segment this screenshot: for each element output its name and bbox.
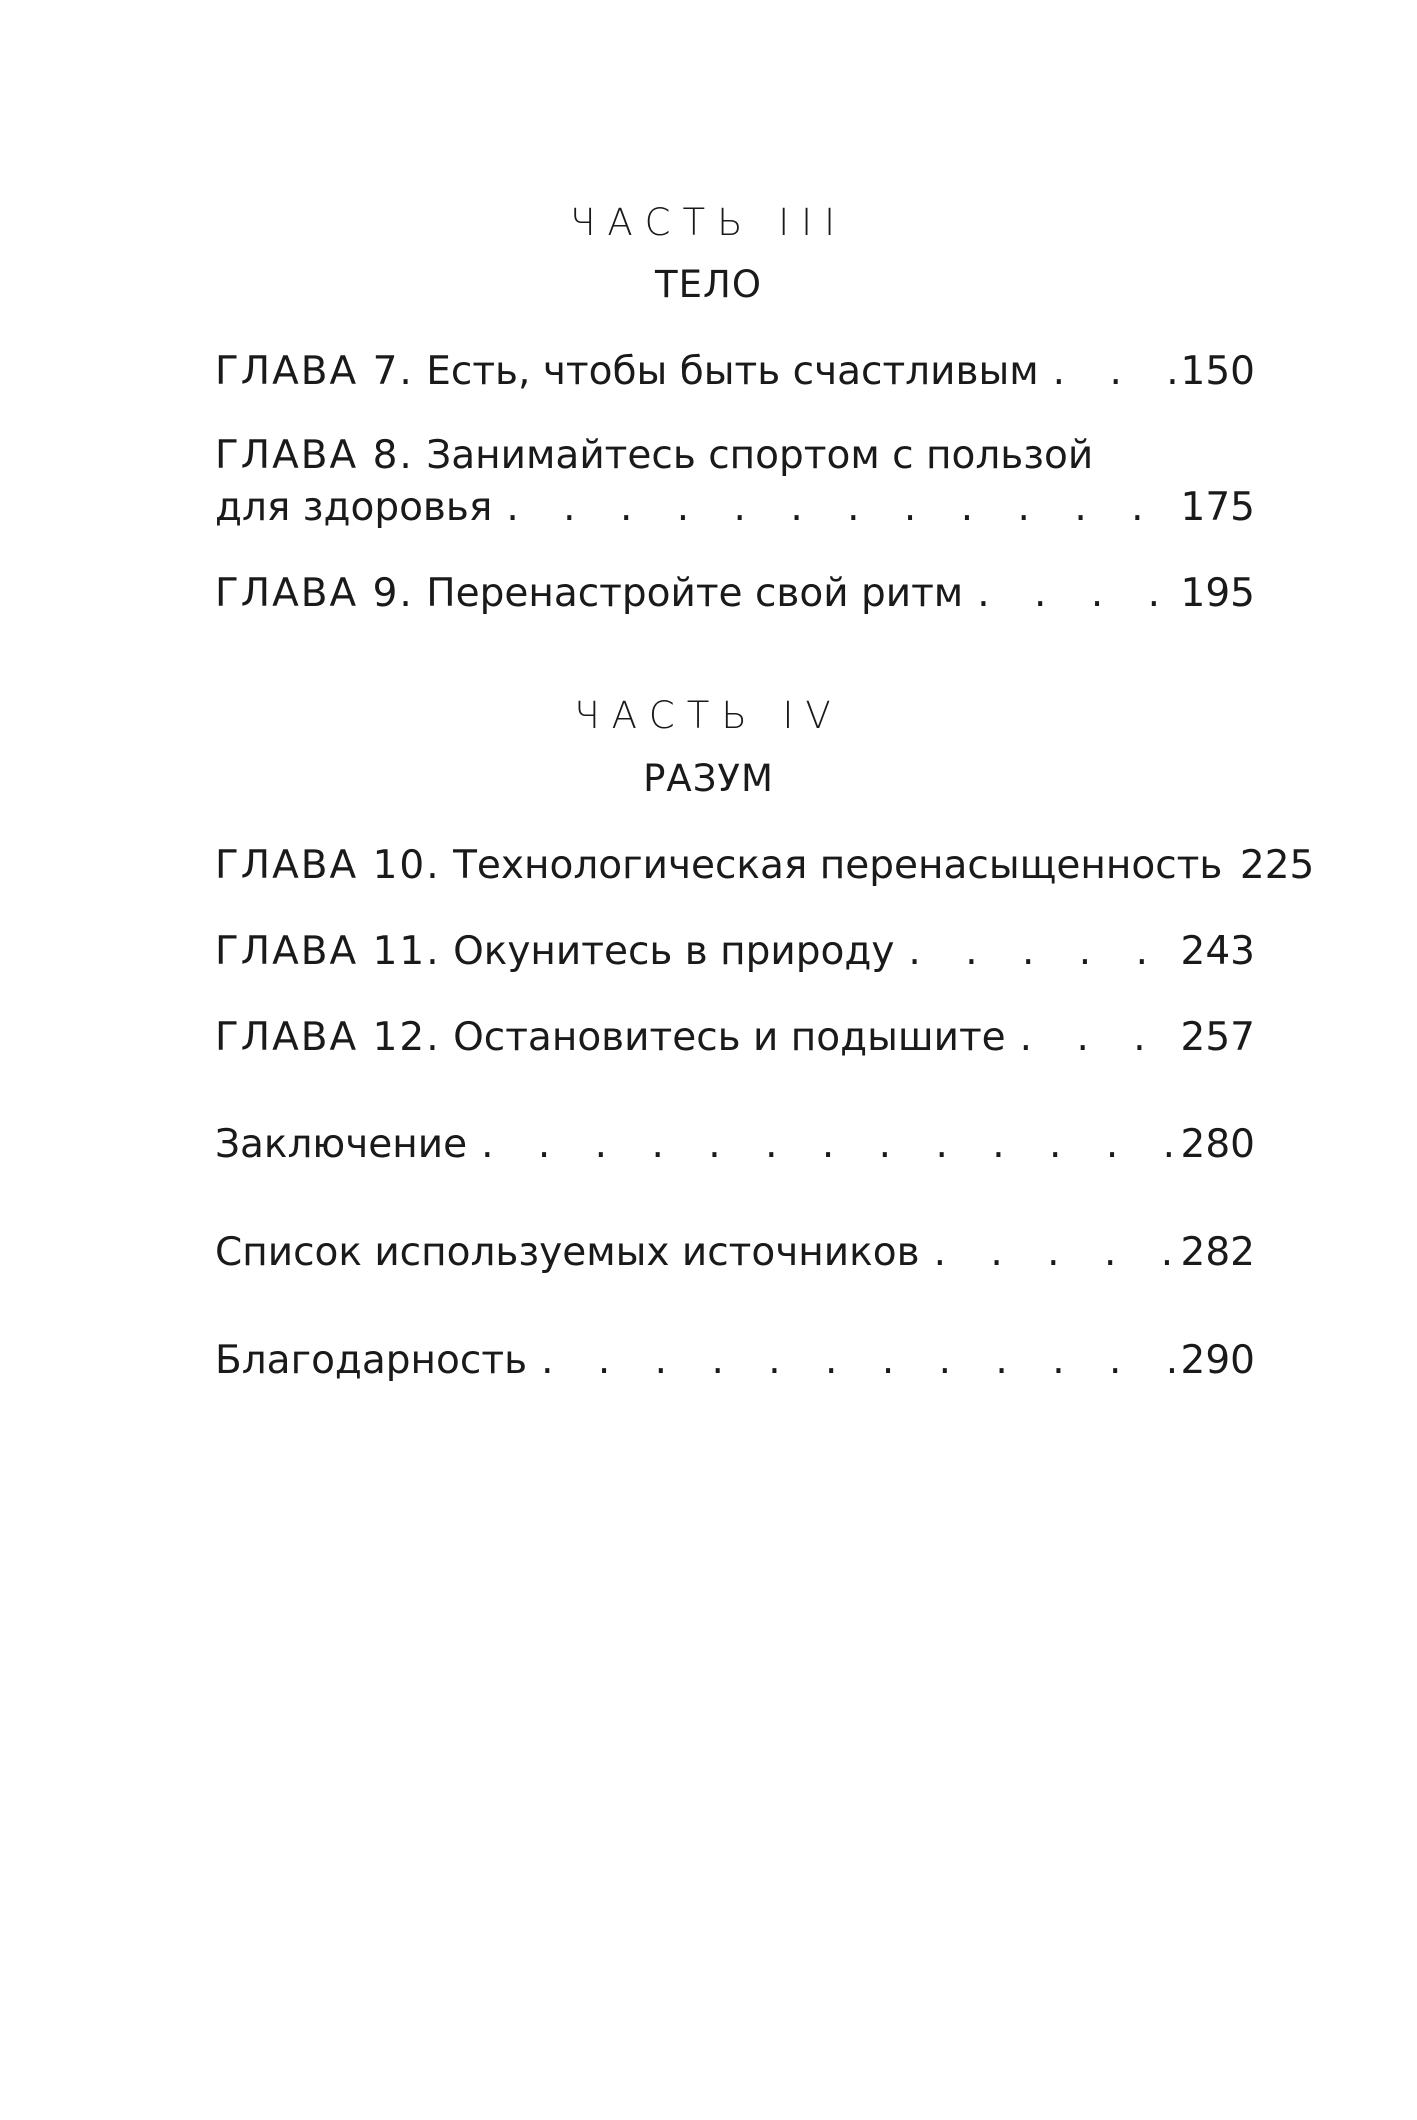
- page-number: 257: [1180, 1015, 1255, 1060]
- dot-leader: [920, 1227, 1177, 1279]
- page-number: 175: [1180, 485, 1255, 530]
- dot-leader: [527, 1335, 1177, 1387]
- toc-entry-chapter-10[interactable]: [215, 840, 1315, 892]
- page-number: 290: [1180, 1338, 1255, 1383]
- page-number: 243: [1180, 929, 1255, 974]
- page-number: 195: [1180, 571, 1255, 616]
- dot-leader: [1222, 840, 1236, 892]
- dot-leader: [492, 482, 1177, 534]
- chapter-label: ГЛАВА 12.: [215, 1015, 441, 1060]
- toc-entry-acknowledgements[interactable]: [215, 1335, 1255, 1387]
- chapter-label: ГЛАВА 11.: [215, 929, 441, 974]
- toc-entry-chapter-8[interactable]: [215, 430, 1255, 534]
- chapter-title: Есть, чтобы быть счастливым: [426, 349, 1039, 394]
- chapter-title: Окунитесь в природу: [453, 929, 895, 974]
- entry-title: Благодарность: [215, 1338, 528, 1383]
- dot-leader: [963, 568, 1177, 620]
- toc-entry-chapter-7[interactable]: [215, 346, 1255, 398]
- chapter-title-continuation: для здоровья: [215, 485, 493, 530]
- part-4-title: РАЗУМ: [643, 757, 774, 800]
- page-number: 282: [1180, 1230, 1255, 1275]
- chapter-label: ГЛАВА 9.: [215, 571, 414, 616]
- page-number: 150: [1180, 349, 1255, 394]
- toc-entry-chapter-9[interactable]: [215, 568, 1255, 620]
- toc-entry-references[interactable]: [215, 1227, 1255, 1279]
- entry-title: Заключение: [215, 1122, 468, 1167]
- dot-leader: [894, 926, 1177, 978]
- dot-leader: [1006, 1012, 1177, 1064]
- part-3-title: ТЕЛО: [655, 263, 762, 306]
- dot-leader: [467, 1119, 1177, 1171]
- chapter-label: ГЛАВА 10.: [215, 843, 441, 888]
- chapter-label: ГЛАВА 7.: [215, 349, 414, 394]
- part-3-label: ЧАСТЬ III: [570, 201, 847, 244]
- toc-entry-conclusion[interactable]: [215, 1119, 1255, 1171]
- page-number: 225: [1239, 843, 1315, 888]
- part-4-label: ЧАСТЬ IV: [574, 694, 843, 737]
- chapter-title: Технологическая перенасыщенность: [453, 843, 1223, 888]
- toc-entry-chapter-12[interactable]: [215, 1012, 1255, 1064]
- chapter-label: ГЛАВА 8.: [215, 433, 414, 478]
- dot-leader: [1039, 346, 1177, 398]
- entry-title: Список используемых источников: [215, 1230, 920, 1275]
- chapter-title: Остановитесь и подышите: [453, 1015, 1006, 1060]
- chapter-title: Занимайтесь спортом с пользой: [426, 433, 1094, 478]
- chapter-title: Перенастройте свой ритм: [426, 571, 964, 616]
- page-number: 280: [1180, 1122, 1255, 1167]
- toc-entry-chapter-11[interactable]: [215, 926, 1255, 978]
